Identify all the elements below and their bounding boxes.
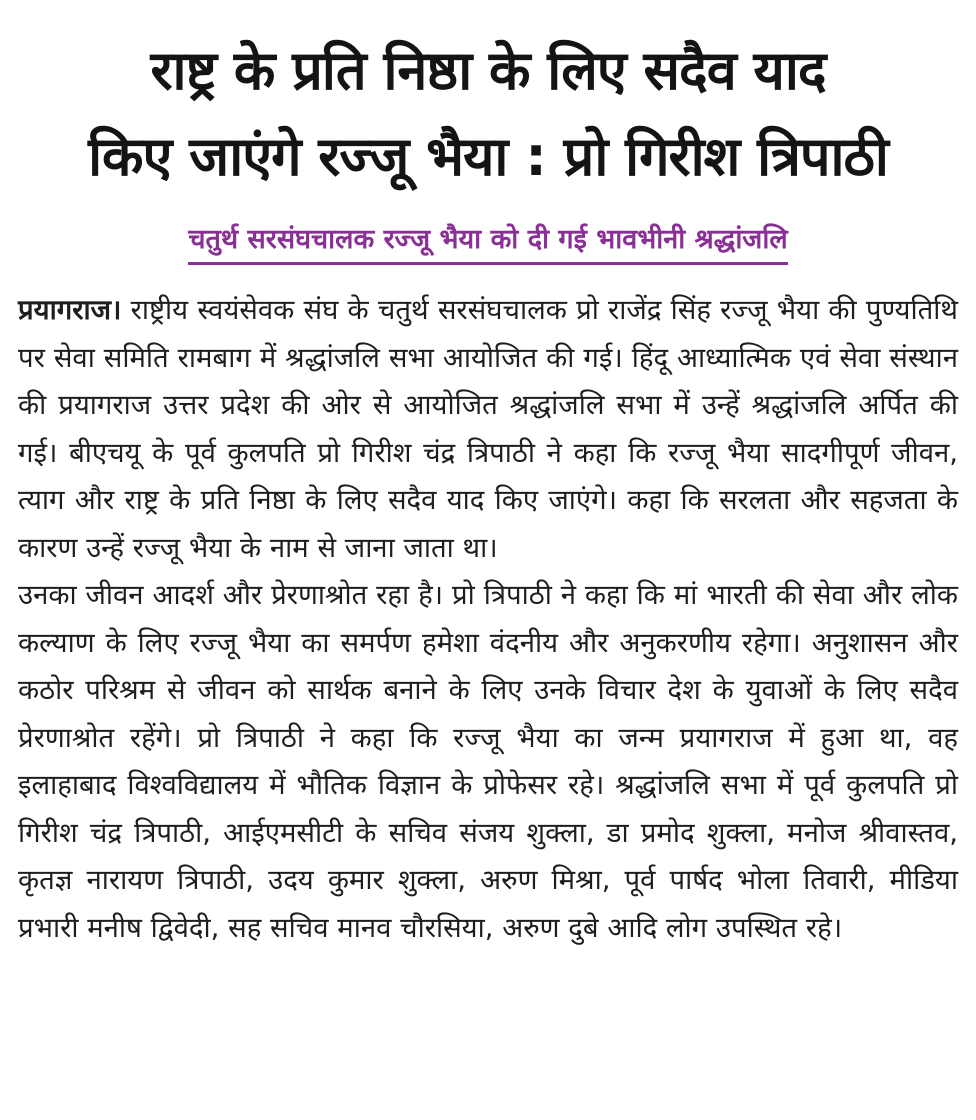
headline-line-1: राष्ट्र के प्रति निष्ठा के लिए सदैव याद bbox=[150, 39, 826, 102]
article-subheadline: चतुर्थ सरसंघचालक रज्जू भैया को दी गई भावभीनी श्रद्धांजलि bbox=[188, 222, 787, 265]
article-paragraph-1 bbox=[18, 287, 958, 572]
article-headline bbox=[18, 28, 958, 200]
paragraph-1-text: राष्ट्रीय स्वयंसेवक संघ के चतुर्थ सरसंघचालक प्रो राजेंद्र सिंह रज्जू भैया की पुण्यतिथि पर सेवा समिति रामबाग में श्रद्धांजलि सभा आयोजित की गई। हिंदू आध्यात्मिक एवं सेवा संस्थान की प्रयागराज उत्तर प्रदेश की ओर से आयोजित श्रद्धांजलि सभा में उन्हें श्रद्धांजलि अर्पित की गई। बीएचयू के पूर्व कुलपति प्रो गिरीश चंद्र त्रिपाठी ने कहा कि रज्जू भैया सादगीपूर्ण जीवन, त्याग और राष्ट्र के प्रति निष्ठा के लिए सदैव याद किए जाएंगे। कहा कि सरलता और सहजता के कारण उन्हें रज्जू भैया के नाम से जाना जाता था। bbox=[18, 294, 958, 564]
headline-line-2: किए जाएंगे रज्जू भैया : प्रो गिरीश त्रिपाठी bbox=[88, 125, 888, 188]
subheadline-wrapper bbox=[18, 222, 958, 265]
article-body bbox=[18, 287, 958, 952]
article-paragraph-2: उनका जीवन आदर्श और प्रेरणाश्रोत रहा है। प्रो त्रिपाठी ने कहा कि मां भारती की सेवा और लोक कल्याण के लिए रज्जू भैया का समर्पण हमेशा वंदनीय और अनुकरणीय रहेगा। अनुशासन और कठोर परिश्रम से जीवन को सार्थक बनाने के लिए उनके विचार देश के युवाओं के लिए सदैव प्रेरणाश्रोत रहेंगे। प्रो त्रिपाठी ने कहा कि रज्जू भैया का जन्म प्रयागराज में हुआ था, वह इलाहाबाद विश्वविद्यालय में भौतिक विज्ञान के प्रोफेसर रहे। श्रद्धांजलि सभा में पूर्व कुलपति प्रो गिरीश चंद्र त्रिपाठी, आईएमसीटी के सचिव संजय शुक्ला, डा प्रमोद शुक्ला, मनोज श्रीवास्तव, कृतज्ञ नारायण त्रिपाठी, उदय कुमार शुक्ला, अरुण मिश्रा, पूर्व पार्षद भोला तिवारी, मीडिया प्रभारी मनीष द्विवेदी, सह सचिव मानव चौरसिया, अरुण दुबे आदि लोग उपस्थित रहे। bbox=[18, 579, 958, 944]
dateline: प्रयागराज। bbox=[18, 294, 122, 326]
